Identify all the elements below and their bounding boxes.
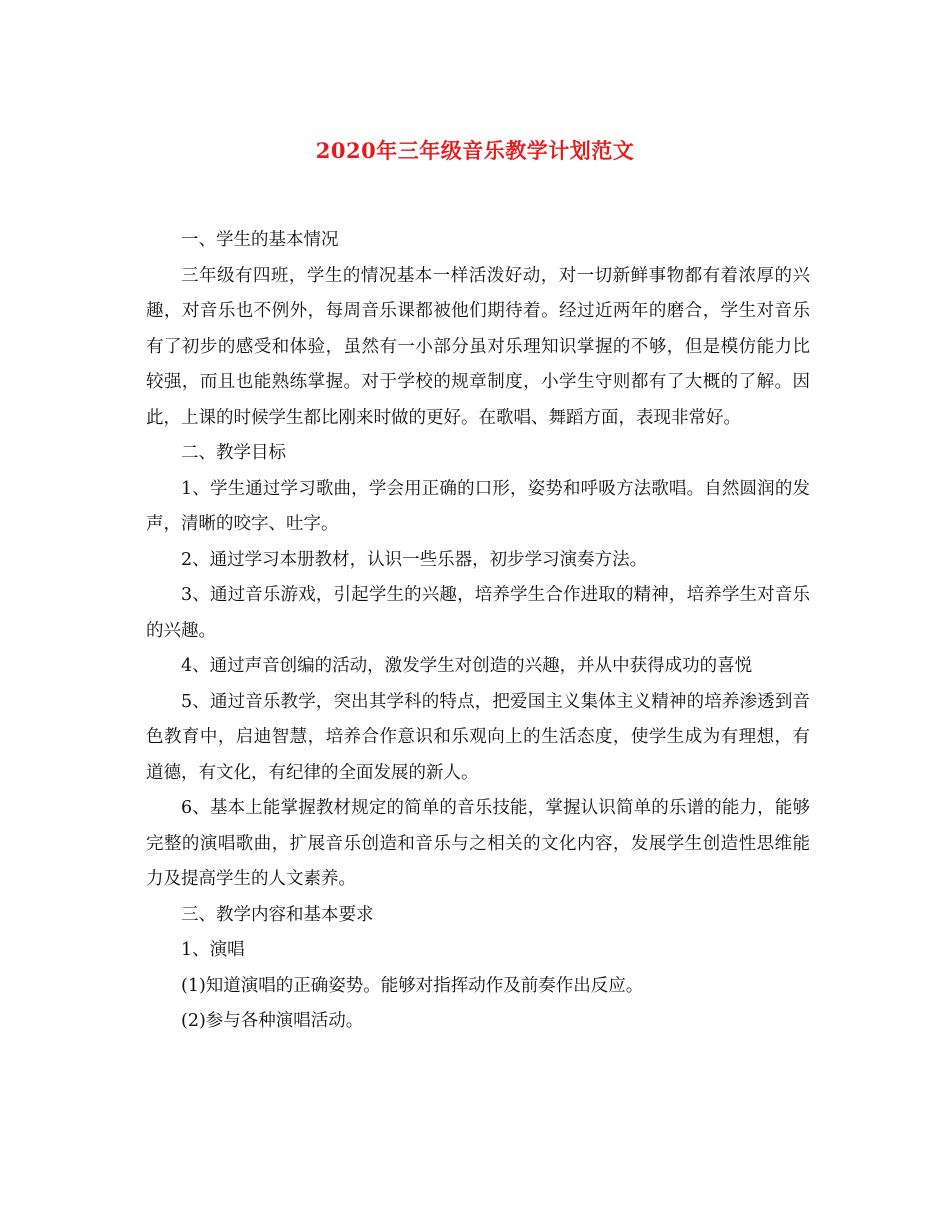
section-heading-teaching-goals: 二、教学目标 [181,443,286,463]
goal-item-1: 1、学生通过学习歌曲，学会用正确的口形，姿势和呼吸方法歌唱。自然圆润的发声，清晰的咬字、吐字。 [146,478,810,534]
section-heading-student-situation: 一、学生的基本情况 [181,230,339,250]
goal-item-6: 6、基本上能掌握教材规定的简单的音乐技能，掌握认识简单的乐谱的能力，能够完整的演唱歌曲，扩展音乐创造和音乐与之相关的文化内容，发展学生创造性思维能力及提高学生的人文素养。 [146,798,810,889]
goal-item-4: 4、通过声音创编的活动，激发学生对创造的兴趣，并从中获得成功的喜悦 [181,656,753,676]
paragraph-student-situation: 三年级有四班，学生的情况基本一样活泼好动，对一切新鲜事物都有着浓厚的兴趣，对音乐也不例外，每周音乐课都被他们期待着。经过近两年的磨合，学生对音乐有了初步的感受和体验，虽然有一小部分虽对乐理知识掌握的不够，但是模仿能力比较强，而且也能熟练掌握。对于学校的规章制度，小学生守则都有了大概的了解。因此，上课的时候学生都比刚来时做的更好。在歌唱、舞蹈方面，表现非常好。 [146,265,810,428]
singing-item-2: (2)参与各种演唱活动。 [181,1011,364,1031]
subheading-singing: 1、演唱 [181,940,245,960]
document-title: 2020年三年级音乐教学计划范文 [315,138,635,163]
goal-item-2: 2、通过学习本册教材，认识一些乐器，初步学习演奏方法。 [181,549,648,570]
goal-item-5: 5、通过音乐教学，突出其学科的特点，把爱国主义集体主义精神的培养渗透到音色教育中，启迪智慧，培养合作意识和乐观向上的生活态度，使学生成为有理想，有道德，有文化，有纪律的全面发展的新人。 [146,691,810,783]
section-heading-content-requirements: 三、教学内容和基本要求 [181,904,374,925]
document-body [146,223,810,1040]
goal-item-3: 3、通过音乐游戏，引起学生的兴趣，培养学生合作进取的精神，培养学生对音乐的兴趣。 [146,585,810,641]
singing-item-1: (1)知道演唱的正确姿势。能够对指挥动作及前奏作出反应。 [181,975,644,996]
